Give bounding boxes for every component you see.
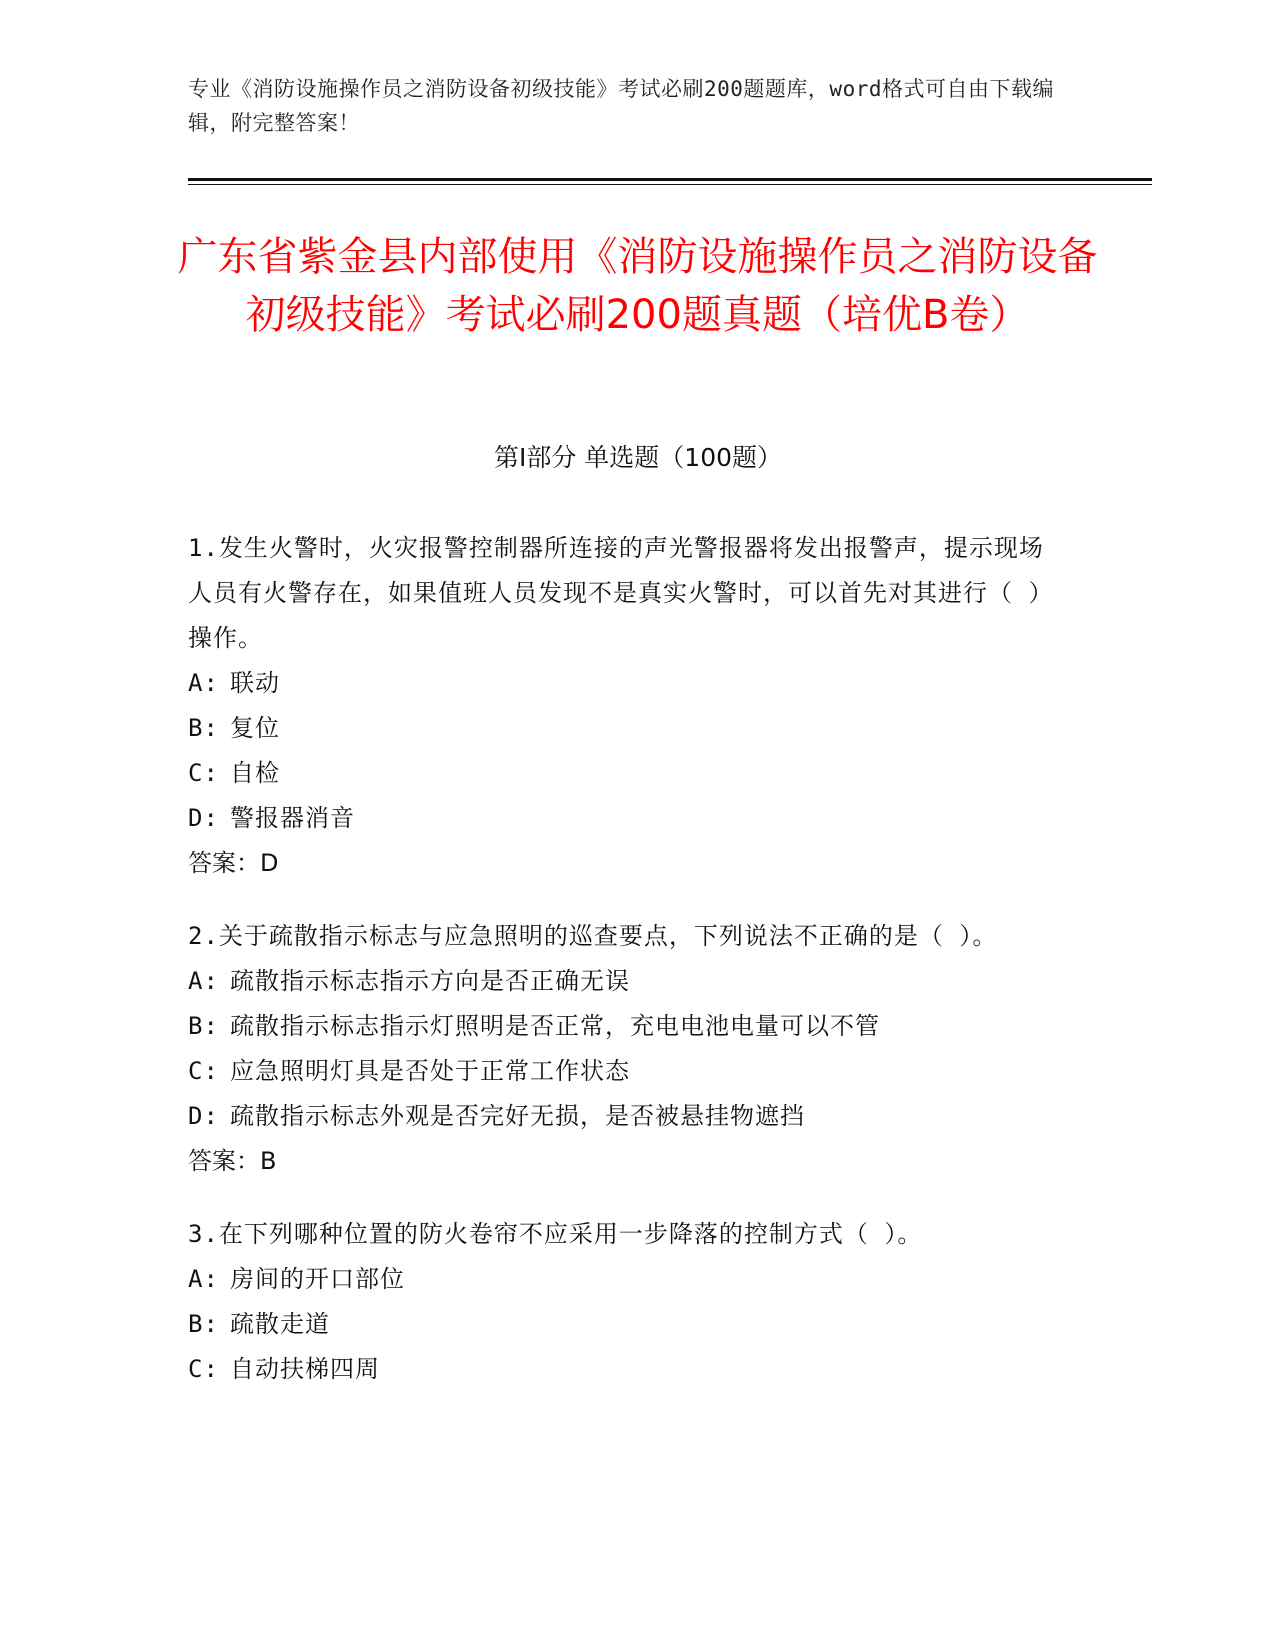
option-text: 房间的开口部位 bbox=[230, 1265, 405, 1293]
option-letter: C: bbox=[188, 1355, 219, 1383]
option-d bbox=[188, 1094, 1068, 1139]
question-stem: 3.在下列哪种位置的防火卷帘不应采用一步降落的控制方式（ ）。 bbox=[188, 1220, 923, 1248]
option-c bbox=[188, 751, 1068, 796]
answer-line: 答案：D bbox=[188, 849, 279, 877]
question-stem: 2.关于疏散指示标志与应急照明的巡查要点，下列说法不正确的是（ ）。 bbox=[188, 922, 998, 950]
header-note: 专业《消防设施操作员之消防设备初级技能》考试必刷200题题库，word格式可自由下载编辑，附完整答案！ bbox=[188, 77, 1054, 135]
option-letter: D: bbox=[188, 804, 219, 832]
option-letter: D: bbox=[188, 1102, 219, 1130]
option-text: 警报器消音 bbox=[230, 804, 355, 832]
question-2 bbox=[188, 914, 1068, 1184]
question-1 bbox=[188, 526, 1068, 886]
option-text: 复位 bbox=[230, 714, 280, 742]
option-text: 自检 bbox=[230, 759, 280, 787]
option-text: 自动扶梯四周 bbox=[230, 1355, 380, 1383]
option-d bbox=[188, 796, 1068, 841]
option-letter: C: bbox=[188, 759, 219, 787]
option-letter: B: bbox=[188, 1310, 219, 1338]
header-rule-thin bbox=[188, 184, 1152, 185]
option-b bbox=[188, 706, 1068, 751]
section-heading: 第Ⅰ部分 单选题（100题） bbox=[493, 443, 783, 472]
option-text: 疏散指示标志外观是否完好无损，是否被悬挂物遮挡 bbox=[230, 1102, 805, 1130]
option-text: 联动 bbox=[230, 669, 280, 697]
option-letter: A: bbox=[188, 967, 219, 995]
option-b bbox=[188, 1302, 1068, 1347]
option-text: 疏散指示标志指示灯照明是否正常，充电电池电量可以不管 bbox=[230, 1012, 880, 1040]
option-letter: B: bbox=[188, 1012, 219, 1040]
option-letter: B: bbox=[188, 714, 219, 742]
option-text: 应急照明灯具是否处于正常工作状态 bbox=[230, 1057, 630, 1085]
option-letter: A: bbox=[188, 1265, 219, 1293]
option-b bbox=[188, 1004, 1068, 1049]
option-c bbox=[188, 1347, 1068, 1392]
option-c bbox=[188, 1049, 1068, 1094]
header-rule-thick bbox=[188, 178, 1152, 181]
option-a bbox=[188, 959, 1068, 1004]
option-a bbox=[188, 661, 1068, 706]
option-a bbox=[188, 1257, 1068, 1302]
option-text: 疏散指示标志指示方向是否正确无误 bbox=[230, 967, 630, 995]
question-list bbox=[188, 526, 1068, 1420]
option-letter: C: bbox=[188, 1057, 219, 1085]
option-text: 疏散走道 bbox=[230, 1310, 330, 1338]
question-stem: 1.发生火警时，火灾报警控制器所连接的声光警报器将发出报警声，提示现场人员有火警存在，如果值班人员发现不是真实火警时，可以首先对其进行（ ）操作。 bbox=[188, 534, 1054, 652]
document-title: 广东省紫金县内部使用《消防设施操作员之消防设备初级技能》考试必刷200题真题（培优B卷） bbox=[177, 234, 1098, 338]
question-3 bbox=[188, 1212, 1068, 1392]
option-letter: A: bbox=[188, 669, 219, 697]
answer-line: 答案：B bbox=[188, 1147, 277, 1175]
